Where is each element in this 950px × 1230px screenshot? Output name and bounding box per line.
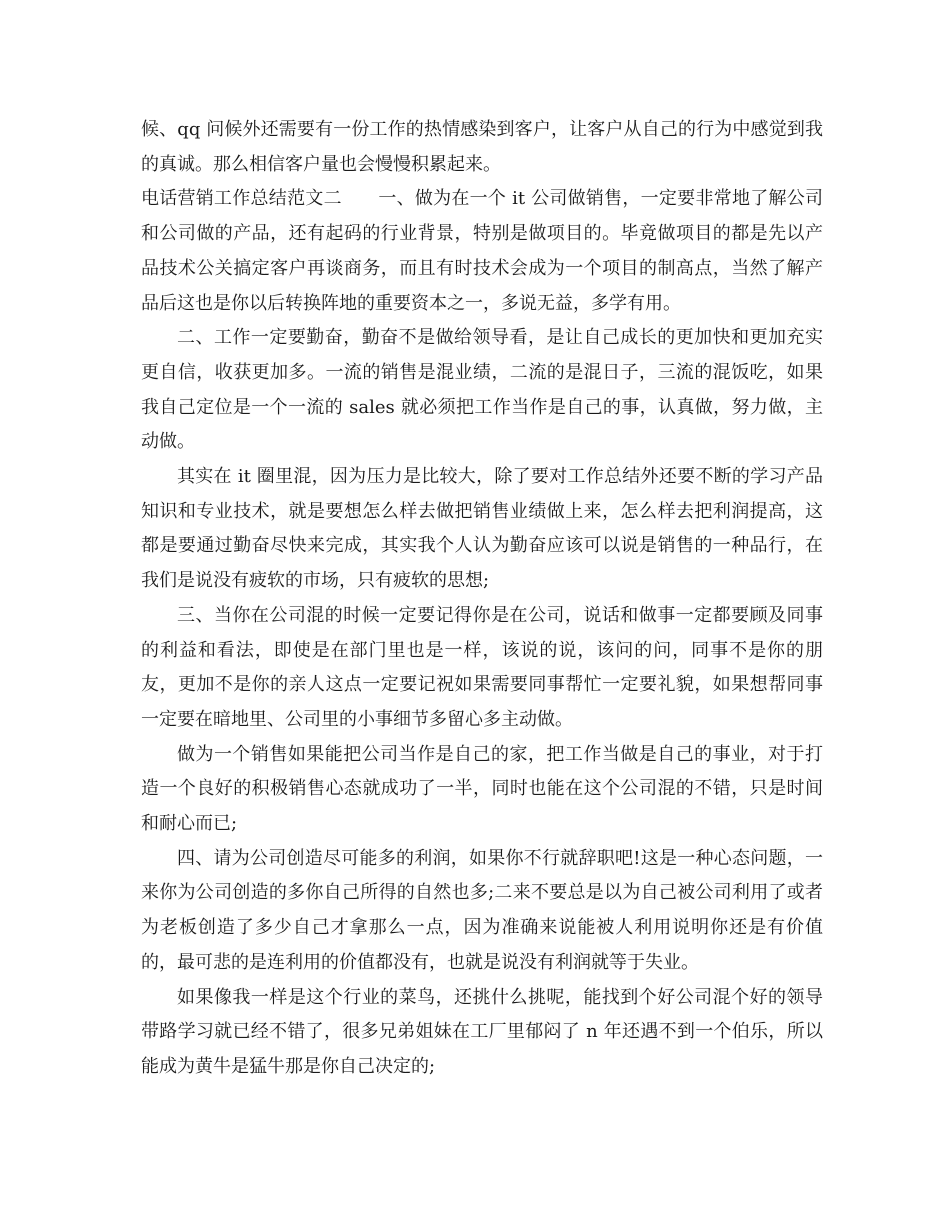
paragraph-point-two: 二、工作一定要勤奋，勤奋不是做给领导看，是让自己成长的更加快和更加充实更自信，收获更加多。一流的销售是混业绩，二流的是混日子，三流的混饭吃，如果我自己定位是一个一流的 sales 就必须把工作当作是自己的事，认真做，努力做，主动做。 [141,327,823,453]
document-body [141,113,823,1085]
paragraph-continuation: 候、qq 问候外还需要有一份工作的热情感染到客户，让客户从自己的行为中感觉到我的真诚。那么相信客户量也会慢慢积累起来。 [141,119,823,175]
paragraph-section-two-heading: 电话营销工作总结范文二 一、做为在一个 it 公司做销售，一定要非常地了解公司和公司做的产品，还有起码的行业背景，特别是做项目的。毕竟做项目的都是先以产品技术公关搞定客户再谈商务，而且有时技术会成为一个项目的制高点，当然了解产品后这也是你以后转换阵地的重要资本之一，多说无益，多学有用。 [141,188,823,314]
paragraph-point-three: 三、当你在公司混的时候一定要记得你是在公司，说话和做事一定都要顾及同事的利益和看法，即使是在部门里也是一样，该说的说，该问的问，同事不是你的朋友，更加不是你的亲人这点一定要记祝如果需要同事帮忙一定要礼貌，如果想帮同事一定要在暗地里、公司里的小事细节多留心多主动做。 [141,604,823,730]
paragraph-it-circle: 其实在 it 圈里混，因为压力是比较大，除了要对工作总结外还要不断的学习产品知识和专业技术，就是要想怎么样去做把销售业绩做上来，怎么样去把利润提高，这都是要通过勤奋尽快来完成，其实我个人认为勤奋应该可以说是销售的一种品行，在我们是说没有疲软的市场，只有疲软的思想; [141,466,823,592]
paragraph-rookie: 如果像我一样是这个行业的菜鸟，还挑什么挑呢，能找到个好公司混个好的领导带路学习就已经不错了，很多兄弟姐妹在工厂里郁闷了 n 年还遇不到一个伯乐，所以能成为黄牛是猛牛那是你自己决定的; [141,986,823,1077]
paragraph-point-four: 四、请为公司创造尽可能多的利润，如果你不行就辞职吧!这是一种心态问题，一来你为公司创造的多你自己所得的自然也多;二来不要总是以为自己被公司利用了或者为老板创造了多少自己才拿那么一点，因为准确来说能被人利用说明你还是有价值的，最可悲的是连利用的价值都没有，也就是说没有利润就等于失业。 [141,847,823,973]
paragraph-company-home: 做为一个销售如果能把公司当作是自己的家，把工作当做是自己的事业，对于打造一个良好的积极销售心态就成功了一半，同时也能在这个公司混的不错，只是时间和耐心而已; [141,743,823,835]
